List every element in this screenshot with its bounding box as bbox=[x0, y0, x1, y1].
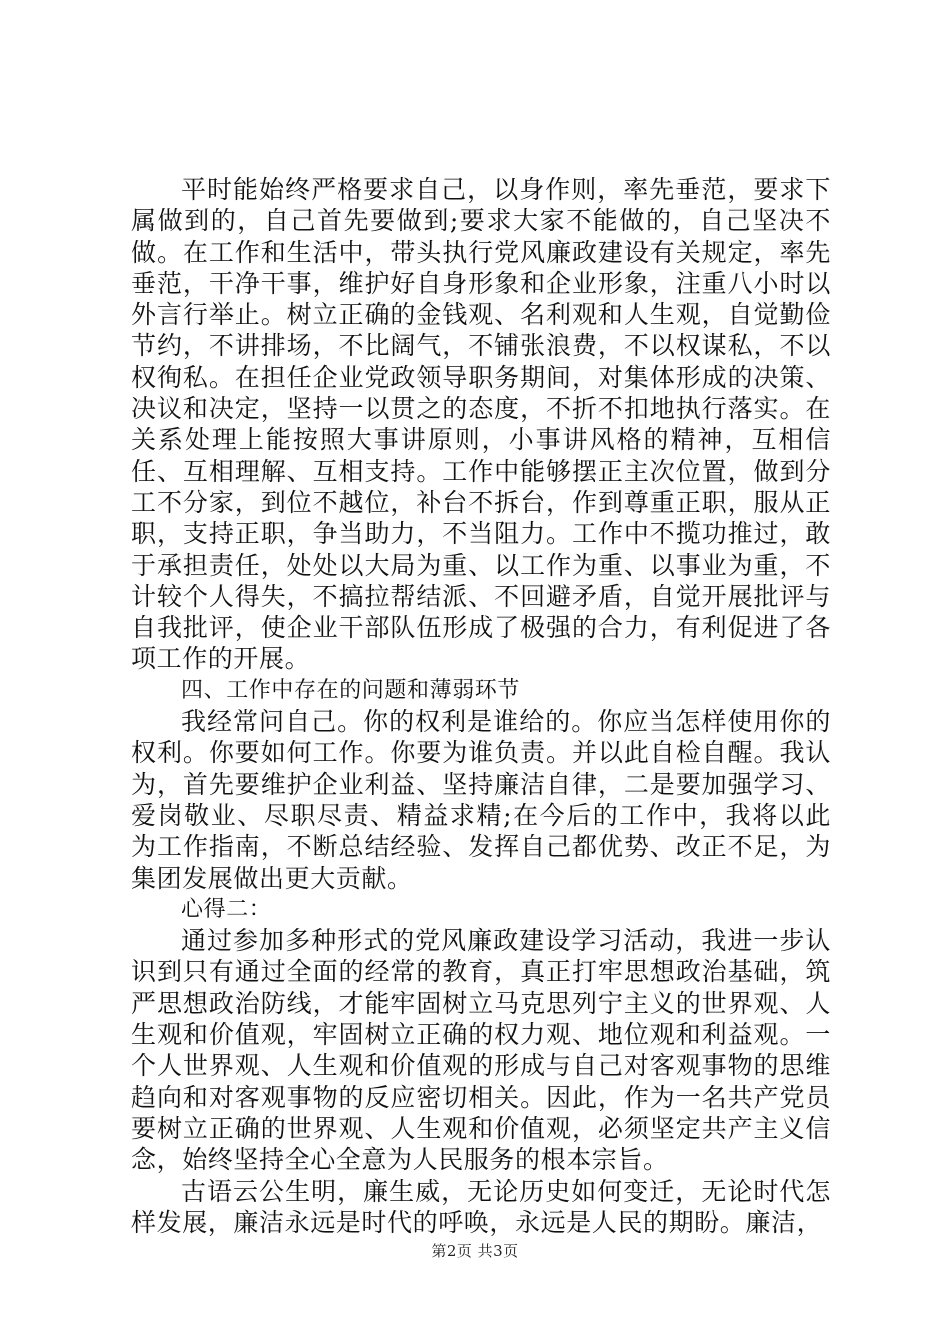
body-paragraph: 通过参加多种形式的党风廉政建设学习活动，我进一步认识到只有通过全面的经常的教育，真正打牢思想政治基础，筑严思想政治防线，才能牢固树立马克思列宁主义的世界观、人生观和价值观，牢固树立正确的权力观、地位观和利益观。一个人世界观、人生观和价值观的形成与自己对客观事物的思维趋向和对客观事物的反应密切相关。因此，作为一名共产党员要树立正确的世界观、人生观和价值观，必须坚定共产主义信念，始终坚持全心全意为人民服务的根本宗旨。 bbox=[131, 926, 831, 1175]
document-body bbox=[131, 174, 831, 1238]
section-heading: 心得二： bbox=[181, 896, 272, 922]
section-heading: 四、工作中存在的问题和薄弱环节 bbox=[181, 677, 521, 703]
body-paragraph: 古语云公生明，廉生威，无论历史如何变迁，无论时代怎样发展，廉洁永远是时代的呼唤，永远是人民的期盼。廉洁， bbox=[131, 1176, 831, 1237]
page-number-footer: 第2页 共3页 bbox=[431, 1242, 519, 1260]
body-paragraph: 平时能始终严格要求自己，以身作则，率先垂范，要求下属做到的，自己首先要做到;要求大家不能做的，自己坚决不做。在工作和生活中，带头执行党风廉政建设有关规定，率先垂范，干净干事，维护好自身形象和企业形象，注重八小时以外言行举止。树立正确的金钱观、名利观和人生观，自觉勤俭节约，不讲排场，不比阔气，不铺张浪费，不以权谋私，不以权徇私。在担任企业党政领导职务期间，对集体形成的决策、决议和决定，坚持一以贯之的态度，不折不扣地执行落实。在关系处理上能按照大事讲原则，小事讲风格的精神，互相信任、互相理解、互相支持。工作中能够摆正主次位置，做到分工不分家，到位不越位，补台不拆台，作到尊重正职，服从正职，支持正职，争当助力，不当阻力。工作中不揽功推过，敢于承担责任，处处以大局为重、以工作为重、以事业为重，不计较个人得失，不搞拉帮结派、不回避矛盾，自觉开展批评与自我批评，使企业干部队伍形成了极强的合力，有利促进了各项工作的开展。 bbox=[131, 175, 831, 674]
body-paragraph: 我经常问自己。你的权利是谁给的。你应当怎样使用你的权利。你要如何工作。你要为谁负责。并以此自检自醒。我认为，首先要维护企业利益、坚持廉洁自律，二是要加强学习、爱岗敬业、尽职尽责、精益求精;在今后的工作中，我将以此为工作指南，不断总结经验、发挥自己都优势、改正不足，为集团发展做出更大贡献。 bbox=[131, 707, 831, 893]
